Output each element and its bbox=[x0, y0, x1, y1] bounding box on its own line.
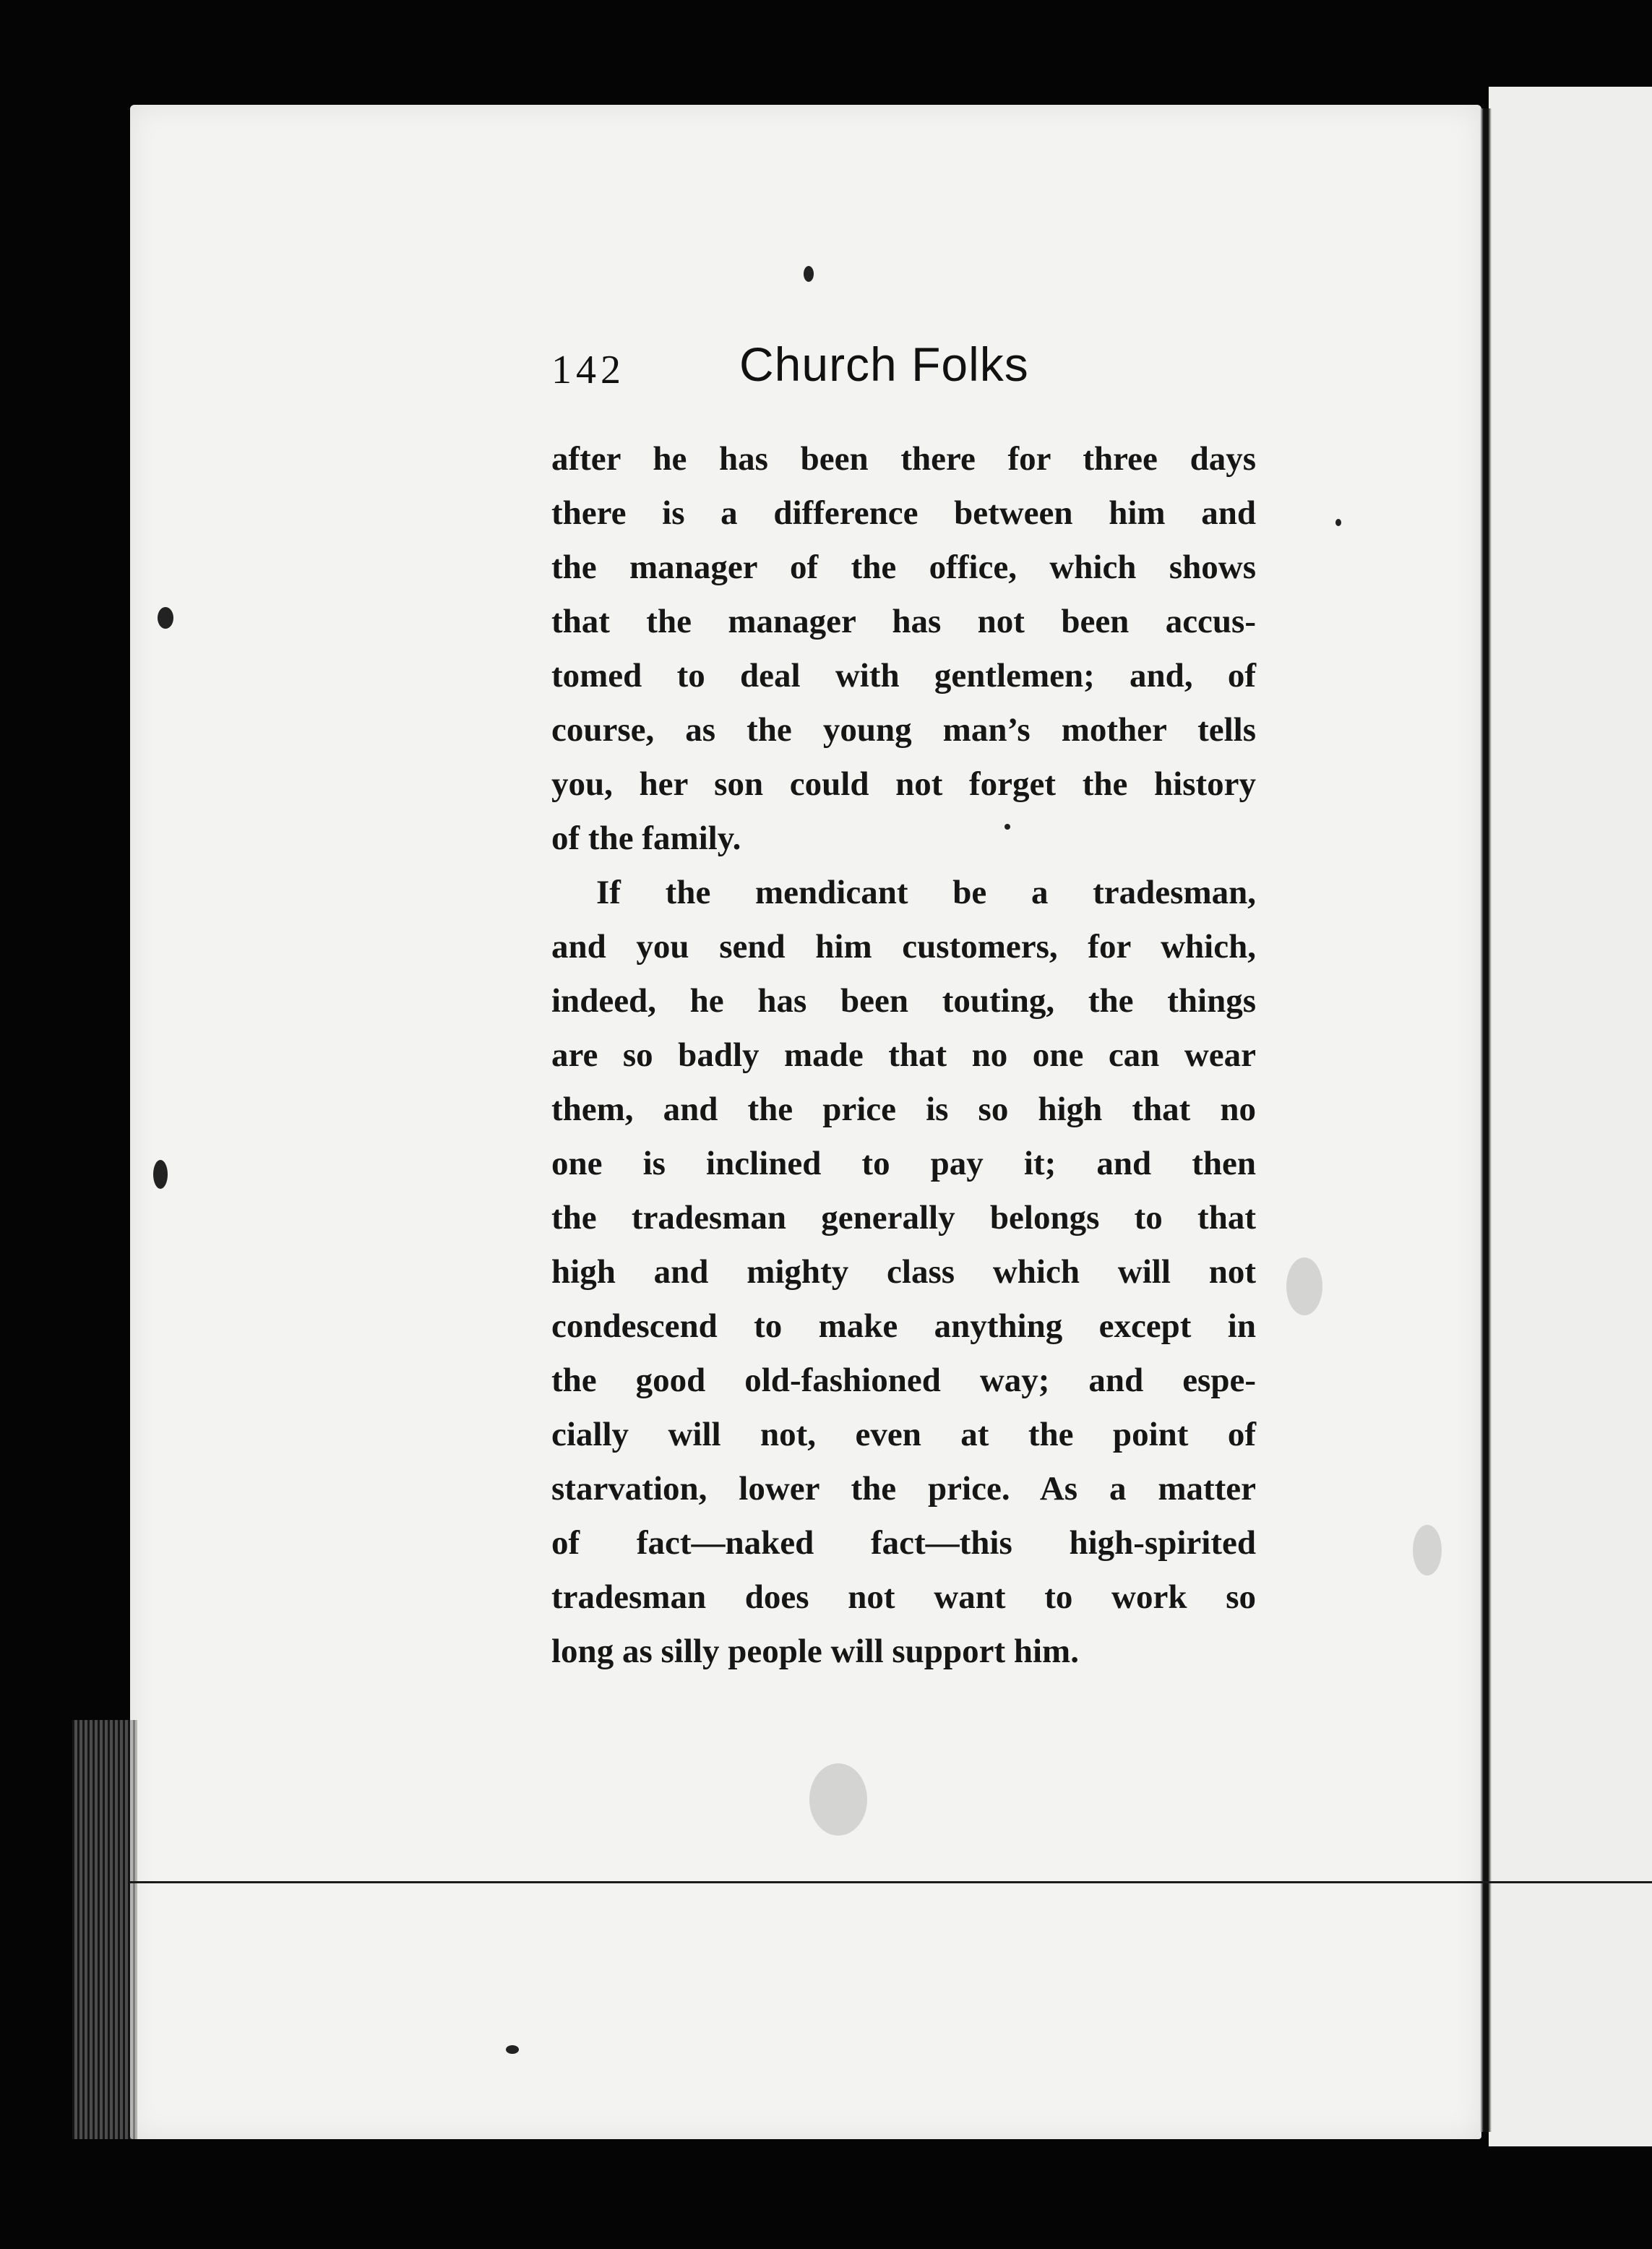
paper-smudge bbox=[1286, 1257, 1322, 1315]
page-stack-edge bbox=[72, 1720, 137, 2139]
text-line: you, her son could not forget the history bbox=[551, 765, 1256, 803]
ink-speck bbox=[1335, 519, 1341, 526]
body-text bbox=[551, 432, 1256, 1679]
text-line: cially will not, even at the point of bbox=[551, 1416, 1256, 1453]
page-number: 142 bbox=[551, 348, 625, 392]
text-line: tradesman does not want to work so bbox=[551, 1578, 1256, 1616]
text-line: If the mendicant be a tradesman, bbox=[596, 874, 1256, 911]
text-line: condescend to make anything except in bbox=[551, 1307, 1256, 1345]
page-header bbox=[551, 331, 1260, 396]
text-line: tomed to deal with gentlemen; and, of bbox=[551, 657, 1256, 695]
text-line: course, as the young man’s mother tells bbox=[551, 711, 1256, 749]
text-line: of fact—naked fact—this high-spirited bbox=[551, 1524, 1256, 1562]
text-line: after he has been there for three days bbox=[551, 440, 1256, 478]
text-line: long as silly people will support him. bbox=[551, 1633, 1079, 1670]
paper-smudge bbox=[809, 1763, 867, 1836]
text-line: high and mighty class which will not bbox=[551, 1253, 1256, 1291]
running-title: Church Folks bbox=[739, 337, 1029, 391]
text-line: and you send him customers, for which, bbox=[551, 928, 1256, 966]
scan-divider-line bbox=[130, 1881, 1652, 1883]
text-line: them, and the price is so high that no bbox=[551, 1091, 1256, 1128]
text-line: the manager of the office, which shows bbox=[551, 549, 1256, 586]
text-line: of the family. bbox=[551, 820, 741, 857]
text-line: there is a difference between him and bbox=[551, 494, 1256, 532]
paper-smudge bbox=[1413, 1525, 1442, 1575]
ink-speck bbox=[158, 607, 173, 629]
text-line: starvation, lower the price. As a matter bbox=[551, 1470, 1256, 1508]
ink-speck bbox=[804, 266, 814, 282]
page-gutter-line bbox=[1480, 108, 1492, 2132]
text-line: are so badly made that no one can wear bbox=[551, 1036, 1256, 1074]
text-line: the tradesman generally belongs to that bbox=[551, 1199, 1256, 1237]
text-line: one is inclined to pay it; and then bbox=[551, 1145, 1256, 1182]
text-line: indeed, he has been touting, the things bbox=[551, 982, 1256, 1020]
text-line: that the manager has not been accus- bbox=[551, 603, 1256, 640]
facing-page-edge bbox=[1489, 87, 1652, 2146]
ink-speck bbox=[506, 2045, 519, 2054]
ink-speck bbox=[153, 1160, 168, 1189]
text-line: the good old-fashioned way; and espe- bbox=[551, 1362, 1256, 1399]
